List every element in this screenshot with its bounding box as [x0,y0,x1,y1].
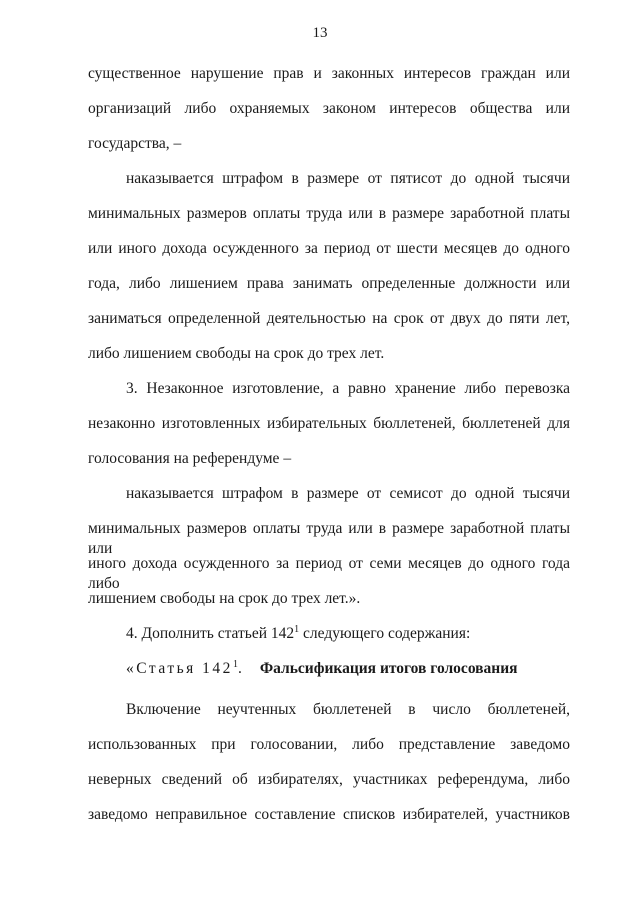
text-line: иного дохода осужденного за период от семи месяцев до одного года либо [88,555,570,592]
article-heading [126,659,570,679]
article-title: Фальсификация итогов голосования [259,660,518,677]
text-line: Включение неучтенных бюллетеней в число бюллетеней, [126,701,570,718]
text-line: 3. Незаконное изготовление, а равно хранение либо перевозка [126,380,570,397]
text-line: государства, – [88,135,182,152]
amendment-line [126,624,570,644]
text-line: организаций либо охраняемых законом интересов общества или [88,100,570,117]
text-line: голосования на референдуме – [88,450,292,467]
text-line: минимальных размеров оплаты труда или в размере заработной платы [88,205,570,222]
text-line: наказывается штрафом в размере от семисот до одной тысячи [126,485,570,502]
article-dot: . [237,660,242,677]
amendment-text-end: следующего содержания: [299,625,471,642]
page-number: 13 [312,25,328,41]
amendment-text: 4. Дополнить статьей 142 [126,625,295,642]
text-line: неверных сведений об избирателях, участниках референдума, либо [88,771,570,788]
text-line: лишением свободы на срок до трех лет.». [88,590,361,607]
text-line: использованных при голосовании, либо представление заведомо [88,736,570,753]
text-line: или иного дохода осужденного за период от шести месяцев до одного [88,240,570,257]
amendment-superscript: 1 [294,623,300,635]
text-line: незаконно изготовленных избирательных бюллетеней, бюллетеней для [88,415,570,432]
text-line: заведомо неправильное составление списков избирателей, участников [88,806,570,823]
article-superscript: 1 [232,658,238,670]
text-line: заниматься определенной деятельностью на срок от двух до пяти лет, [88,310,570,327]
text-line: существенное нарушение прав и законных интересов граждан или [88,65,570,82]
article-label: «Статья 142 [126,660,233,677]
text-line: года, либо лишением права занимать определенные должности или [88,275,570,292]
text-line: либо лишением свободы на срок до трех лет. [88,345,385,362]
text-line: минимальных размеров оплаты труда или в размере заработной платы или [88,520,570,557]
text-line: наказывается штрафом в размере от пятисот до одной тысячи [126,170,570,187]
